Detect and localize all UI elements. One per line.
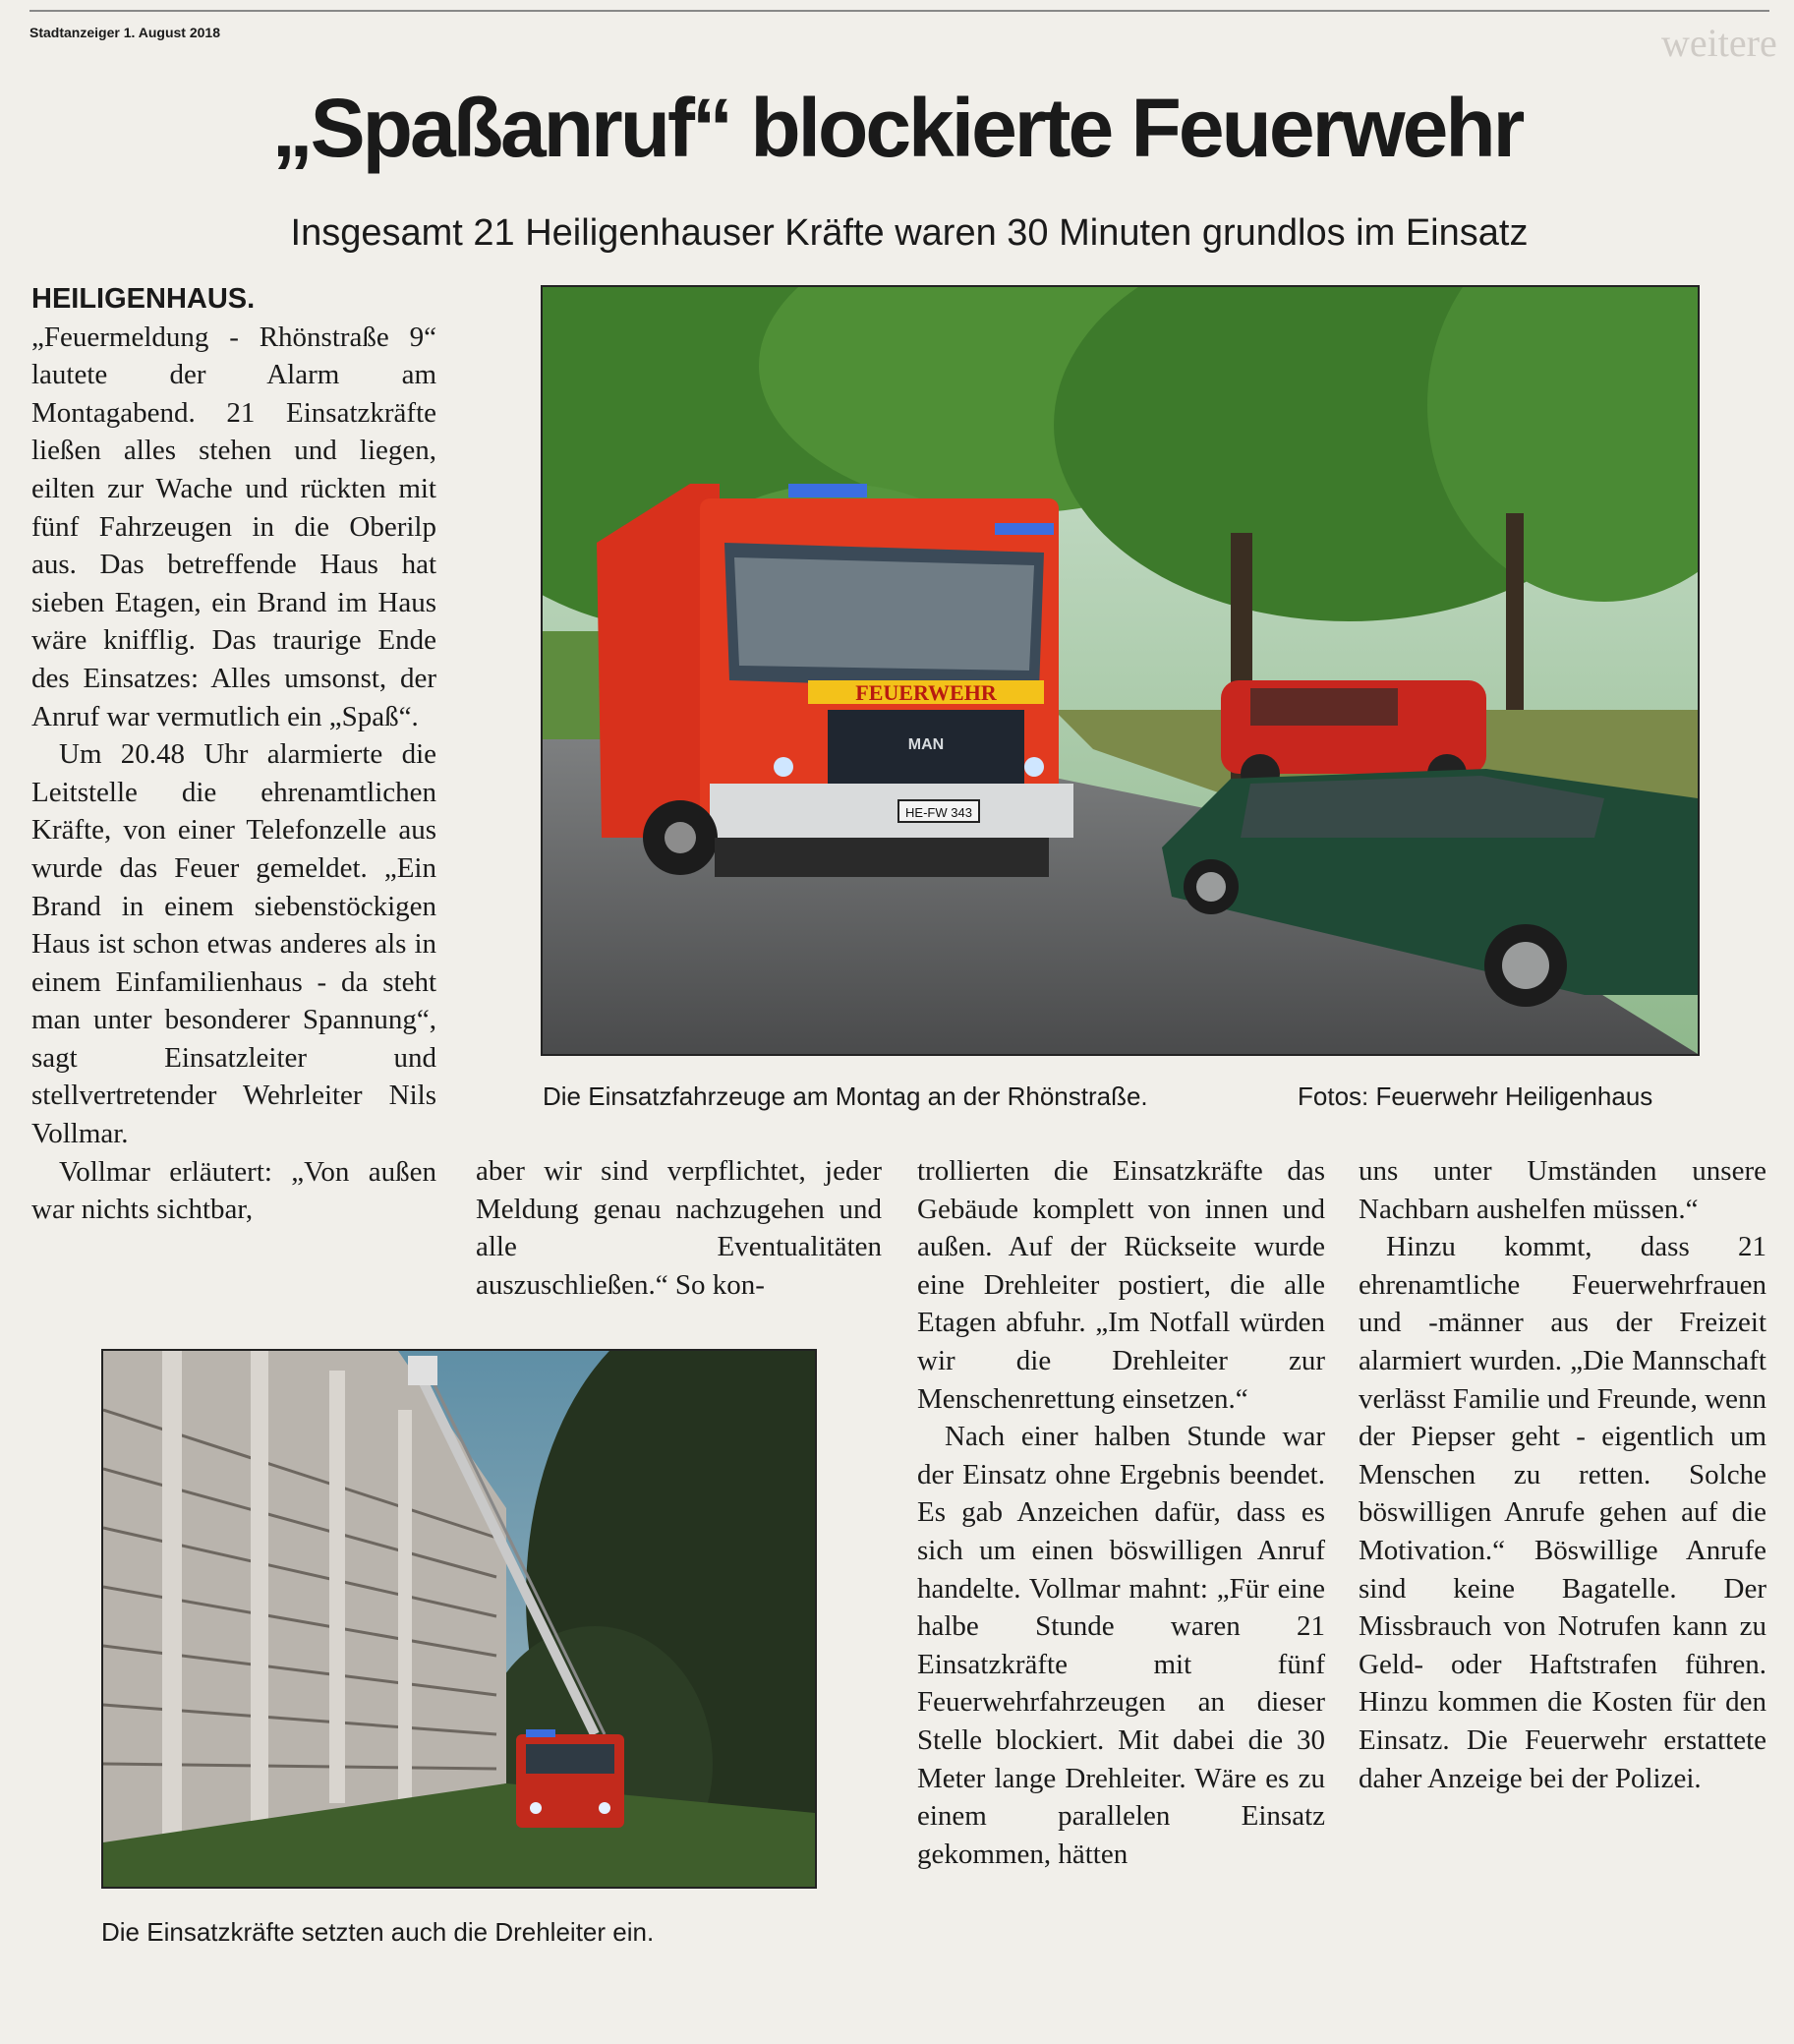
truck-lettering: FEUERWEHR: [855, 680, 997, 705]
dateline: Stadtanzeiger 1. August 2018: [29, 25, 220, 40]
article-dateline: HEILIGENHAUS.: [31, 283, 256, 315]
paragraph: Vollmar erläutert: „Von außen war nichts sichtbar,: [31, 1155, 436, 1226]
photo-fire-trucks: [541, 285, 1700, 1056]
column-4: [1359, 1152, 1766, 1797]
grille-lettering: MAN: [907, 736, 945, 753]
column-2: [476, 1152, 882, 1304]
license-plate: HE-FW 343: [905, 805, 972, 820]
photo1-credit: Fotos: Feuerwehr Heiligenhaus: [1298, 1081, 1653, 1111]
column-1: [31, 280, 436, 1229]
column-3: [917, 1152, 1325, 1873]
photo-fire-trucks-image: [543, 287, 1698, 1054]
photo-turntable-ladder: [101, 1349, 817, 1889]
paragraph: aber wir sind verpflichtet, jeder Meldung genau nachzugehen und alle Eventualitäten auszuschließen.“ So kon-: [476, 1155, 882, 1301]
bleed-through-right: weitere: [1661, 21, 1777, 65]
subheadline: Insgesamt 21 Heiligenhauser Kräfte waren 30 Minuten grundlos im Einsatz: [290, 212, 1529, 254]
photo1-caption: Die Einsatzfahrzeuge am Montag an der Rhönstraße.: [543, 1081, 1148, 1111]
paragraph: [31, 280, 436, 735]
photo-turntable-ladder-image: [103, 1351, 815, 1887]
headline: „Spaßanruf“ blockierte Feuerwehr: [271, 82, 1523, 174]
paragraph: Um 20.48 Uhr alarmierte die Leitstelle die ehrenamtlichen Kräfte, von einer Telefonzelle aus wurde das Feuer gemeldet. „Ein Brand in einem siebenstöckigen Haus ist schon etwas anderes als in einem Einfamilienhaus - da steht man unter besonderer Spannung“, sagt Einsatzleiter und stellvertretender Wehrleiter Nils Vollmar.: [31, 738, 436, 1150]
paragraph: uns unter Umständen unsere Nachbarn aushelfen müssen.“: [1359, 1155, 1766, 1225]
paragraph-text: „Feuermeldung - Rhönstraße 9“ lautete der Alarm am Montagabend. 21 Einsatzkräfte ließen alles stehen und liegen, eilten zur Wache und rückten mit fünf Fahrzeugen in die Oberilp aus. Das betreffende Haus hat sieben Etagen, ein Brand im Haus wäre knifflig. Das traurige Ende des Einsatzes: Alles umsonst, der Anruf war vermutlich ein „Spaß“.: [31, 321, 436, 732]
paragraph: trollierten die Einsatzkräfte das Gebäude komplett von innen und außen. Auf der Rückseite wurde eine Drehleiter postiert, die alle Etagen abfuhr. „Im Notfall würden wir die Drehleiter zur Menschenrettung einsetzen.“: [917, 1155, 1325, 1415]
top-rule: [29, 10, 1769, 12]
paragraph: Hinzu kommt, dass 21 ehrenamtliche Feuerwehrfrauen und -männer aus der Freizeit alarmiert wurden. „Die Mannschaft verlässt Familie und Freunde, wenn der Piepser geht - eigentlich um Menschen zu retten. Solche böswilligen Anrufe gehen auf die Motivation.“ Böswillige Anrufe sind keine Bagatelle. Der Missbrauch von Notrufen kann zu Geld- oder Haftstrafen führen. Hinzu kommen die Kosten für den Einsatz. Die Feuerwehr erstattete daher Anzeige bei der Polizei.: [1359, 1231, 1766, 1794]
photo2-caption: Die Einsatzkräfte setzten auch die Drehleiter ein.: [101, 1917, 655, 1947]
paragraph: Nach einer halben Stunde war der Einsatz ohne Ergebnis beendet. Es gab Anzeichen dafür, dass es sich um einen böswilligen Anruf handelte. Vollmar mahnt: „Für eine halbe Stunde waren 21 Einsatzkräfte mit fünf Feuerwehrfahrzeugen an dieser Stelle blockiert. Mit dabei die 30 Meter lange Drehleiter. Wäre es zu einem parallelen Einsatz gekommen, hätten: [917, 1421, 1325, 1870]
